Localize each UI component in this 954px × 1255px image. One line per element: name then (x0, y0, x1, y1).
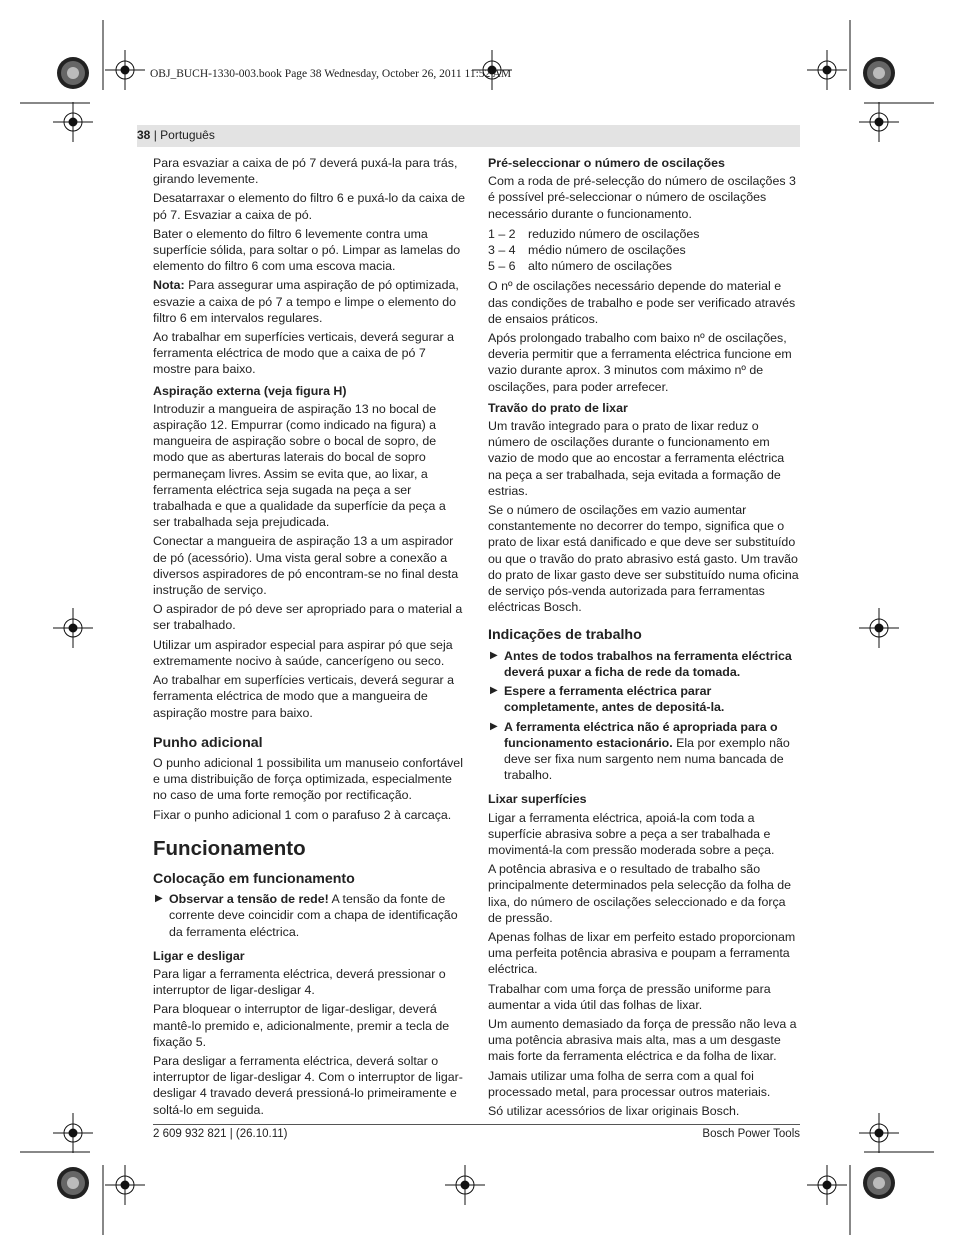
paragraph: Desatarraxar o elemento do filtro 6 e puxá-lo da caixa de pó 7. Esvaziar a caixa de pó. (153, 191, 466, 222)
section-heading: Indicações de trabalho (488, 627, 642, 644)
left-column (153, 155, 465, 1121)
table-key: 5 – 6 (488, 259, 516, 274)
table-row (488, 258, 800, 274)
paragraph: Introduzir a mangueira de aspiração 13 no bocal de aspiração 12. Empurrar (como indicado na figura) a mangueira de aspiração sobre o bocal de sopro, de modo que as aberturas laterais do bocal de sopro permaneçam livres. Assim se evita que, ao lixar, a ferramenta eléctrica seja sugada na peça a ser trabalhada e que a qualidade da superfície da peça a ser trabalhada seja prejudicada. (153, 401, 446, 530)
print-info: OBJ_BUCH-1330-003.book Page 38 Wednesday, October 26, 2011 11:52 AM (150, 68, 512, 80)
bullet-bold: Espere a ferramenta eléctrica parar completamente, antes de depositá-la. (504, 684, 725, 715)
paragraph: Utilizar um aspirador especial para aspirar pó que seja extremamente nocivo à saúde, cancerígeno ou seco. (153, 637, 453, 668)
bullet-arrow-icon: ▶ (490, 720, 498, 732)
bullet-item (153, 891, 465, 940)
bullet-item (488, 719, 800, 784)
section-heading: Aspiração externa (veja figura H) (153, 383, 347, 398)
paragraph: Trabalhar com uma força de pressão uniforme para aumentar a vida útil das folhas de lixar. (488, 981, 771, 1012)
bullet-text: A tensão da fonte de corrente deve coincidir com a chapa de identificação da ferramenta eléctrica. (169, 892, 458, 939)
table-row (488, 226, 800, 242)
table-row (488, 242, 800, 258)
paragraph: Após prolongado trabalho com baixo nº de oscilações, deveria permitir que a ferramenta eléctrica funcione em vazio durante aprox. 3 minutos com máximo nº de oscilações, para poder arrefecer. (488, 331, 792, 394)
footer-rule (153, 1124, 800, 1125)
paragraph: Ao trabalhar em superfícies verticais, deverá segurar a ferramenta eléctrica de modo que a caixa de pó 7 mostre para baixo. (153, 330, 454, 377)
note-text: Para assegurar uma aspiração de pó optimizada, esvazie a caixa de pó 7 a tempo e limpe o elemento do filtro 6 em intervalos regulares. (153, 278, 459, 325)
paragraph: Para ligar a ferramenta eléctrica, deverá pressionar o interruptor de ligar-desligar 4. (153, 966, 446, 998)
table-key: 3 – 4 (488, 243, 516, 258)
paragraph: Só utilizar acessórios de lixar originais Bosch. (488, 1103, 740, 1118)
page-header-bar (137, 125, 800, 147)
section-heading: Lixar superfícies (488, 792, 587, 807)
bullet-item (488, 648, 800, 680)
bullet-item (488, 683, 800, 715)
chapter-title: Funcionamento (153, 836, 306, 860)
paragraph: Para desligar a ferramenta eléctrica, deverá soltar o interruptor de ligar-desligar 4. Com o interruptor de ligar-desligar 4 travado deverá pressioná-lo primeiramente e soltá-lo em seguida. (153, 1053, 463, 1117)
paragraph: Bater o elemento do filtro 6 levemente contra uma superfície sólida, para soltar o pó. Limpar as lamelas do elemento do filtro 6 com uma escova macia. (153, 226, 461, 274)
section-heading: Travão do prato de lixar (488, 400, 628, 415)
paragraph: O nº de oscilações necessário depende do material e das condições de trabalho e pode ser verificado através de ensaios práticos. (488, 279, 796, 326)
paragraph: Apenas folhas de lixar em perfeito estado proporcionam uma perfeita potência abrasiva e poupam a ferramenta eléctrica. (488, 929, 796, 977)
section-heading: Colocação em funcionamento (153, 870, 355, 887)
bullet-bold: A ferramenta eléctrica não é apropriada para o funcionamento estacionário. (504, 719, 778, 750)
paragraph: Um travão integrado para o prato de lixar reduz o número de oscilações durante o funcionamento em vazio de modo que ao encostar a ferramenta eléctrica na peça a ser trabalhada, seja evitada a formação de estrias. (488, 419, 785, 498)
footer-brand: Bosch Power Tools (702, 1128, 800, 1140)
note-label: Nota: (153, 278, 185, 293)
page-number: 38 (137, 128, 151, 142)
paragraph: O punho adicional 1 possibilita um manuseio confortável e uma distribuição de força optimizada, especialmente no caso de uma forte remoção por rectificação. (153, 755, 463, 803)
bullet-arrow-icon: ▶ (490, 649, 498, 661)
paragraph: Com a roda de pré-selecção do número de oscilações 3 é possível pré-seleccionar o número de oscilações necessário durante o funcionamento. (488, 174, 796, 221)
paragraph: Um aumento demasiado da força de pressão não leva a uma potência abrasiva mais alta, mas a um desgaste mais forte da ferramenta eléctrica e da folha de lixar. (488, 1016, 797, 1064)
footer-doc-number: 2 609 932 821 | (26.10.11) (153, 1128, 288, 1140)
paragraph: Fixar o punho adicional 1 com o parafuso 2 à carcaça. (153, 807, 452, 822)
paragraph: O aspirador de pó deve ser apropriado para o material a ser trabalhado. (153, 602, 463, 633)
paragraph: Se o número de oscilações em vazio aumentar constantemente no decorrer do tempo, significa que o prato de lixar está danificado e que deve ser substituído ou que o travão do prato abrasivo está gasto. Um travão do prato de lixar gasto deve ser substituído numa oficina de serviço pós-venda autorizada para ferramentas eléctricas Bosch. (488, 503, 799, 615)
section-heading: Pré-seleccionar o número de oscilações (488, 156, 725, 170)
right-column (488, 155, 800, 1122)
header-separator: | (150, 128, 161, 142)
paragraph: Ao trabalhar em superfícies verticais, deverá segurar a ferramenta eléctrica de modo que a mangueira de aspiração mostre para baixo. (153, 673, 454, 720)
section-heading: Ligar e desligar (153, 948, 245, 963)
bullet-bold: Observar a tensão de rede! (169, 892, 329, 907)
table-value: alto número de oscilações (528, 259, 672, 274)
table-value: médio número de oscilações (528, 243, 686, 258)
bullet-bold: Antes de todos trabalhos na ferramenta eléctrica deverá puxar a ficha de rede da tomada. (504, 648, 792, 679)
header-language: Português (160, 128, 215, 142)
page-header (137, 128, 215, 142)
section-heading: Punho adicional (153, 734, 263, 751)
bullet-text: Ela por exemplo não deve ser fixa num sargento nem numa bancada de trabalho. (504, 735, 790, 783)
oscillation-table (488, 226, 800, 275)
paragraph: Para esvaziar a caixa de pó 7 deverá puxá-la para trás, girando levemente. (153, 156, 458, 187)
paragraph: Conectar a mangueira de aspiração 13 a um aspirador de pó (acessório). Uma vista geral sobre a conexão a diversos aspiradores de pó encontram-se no final desta instrução de serviço. (153, 534, 459, 598)
table-value: reduzido número de oscilações (528, 226, 700, 241)
table-key: 1 – 2 (488, 226, 516, 241)
paragraph: Ligar a ferramenta eléctrica, apoiá-la com toda a superfície abrasiva sobre a peça a ser trabalhada e movimentá-la com pressão moderada sobre a peça. (488, 810, 775, 857)
paragraph: Jamais utilizar uma folha de serra com a qual foi processado metal, para processar outros materiais. (488, 1068, 771, 1099)
note-paragraph (153, 277, 465, 326)
bullet-arrow-icon: ▶ (490, 685, 498, 697)
paragraph: A potência abrasiva e o resultado de trabalho são principalmente determinados pela selecção da folha de lixa, do número de oscilações seleccionado e da força de pressão. (488, 862, 792, 925)
paragraph: Para bloquear o interruptor de ligar-desligar, deverá mantê-lo premido e, adicionalmente, premir a tecla de fixação 5. (153, 1002, 450, 1049)
bullet-arrow-icon: ▶ (155, 893, 163, 905)
